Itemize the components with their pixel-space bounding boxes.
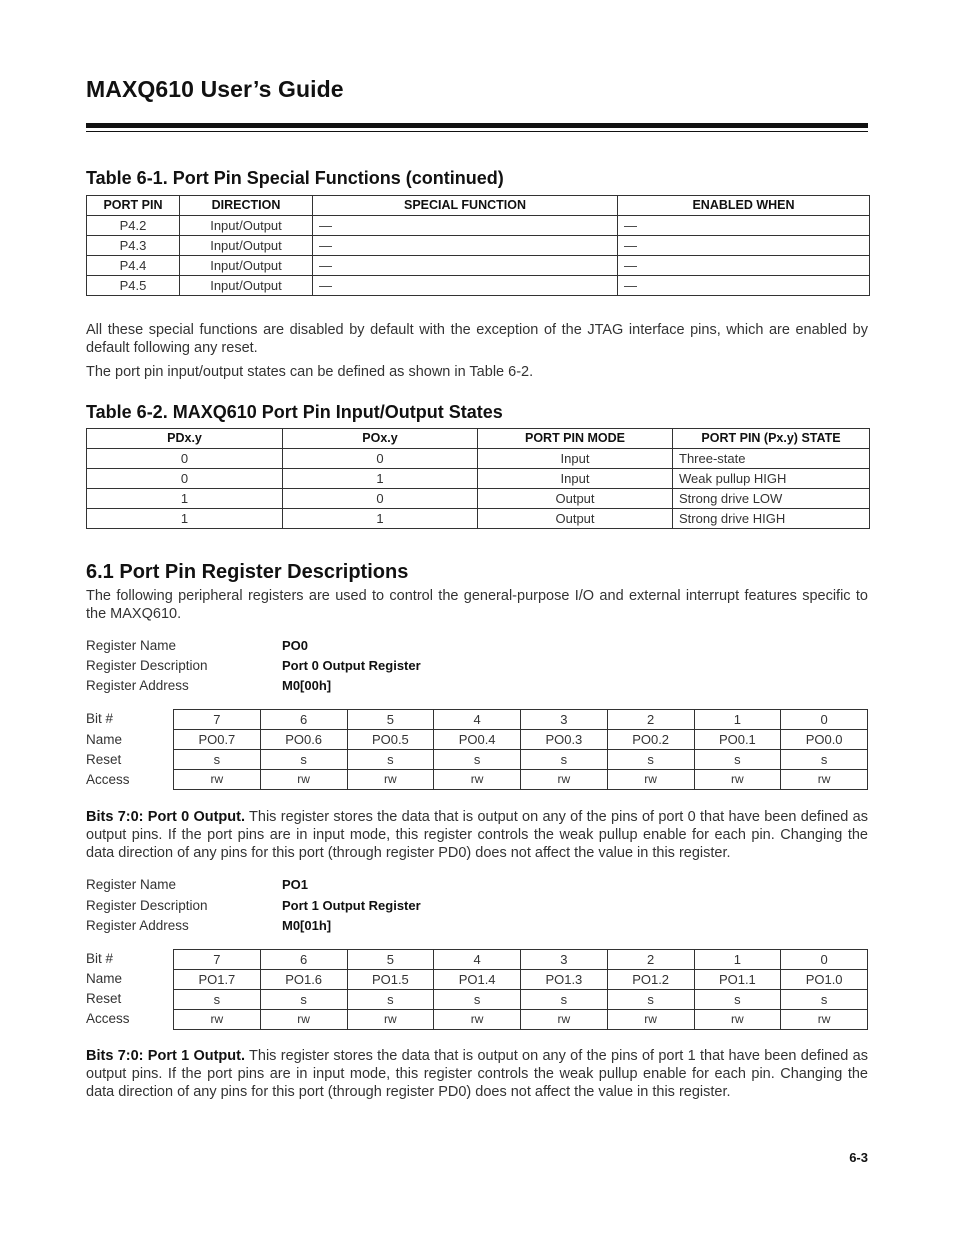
- table1-header-direction: DIRECTION: [180, 196, 313, 216]
- document-title: MAXQ610 User’s Guide: [86, 76, 344, 102]
- reg1-reset-label: Reset: [86, 991, 122, 1006]
- reg0-address-label: Register Address: [86, 678, 189, 693]
- table-row: [87, 276, 870, 296]
- reg0-bits-heading: Bits 7:0: Port 0 Output.: [86, 809, 245, 825]
- table1: [86, 195, 870, 296]
- table-cell: —: [618, 276, 870, 296]
- reg0-access-label: Access: [86, 772, 130, 787]
- table-row: [87, 469, 870, 489]
- bit-reset-cell: s: [781, 750, 868, 770]
- table-cell: P4.4: [87, 256, 180, 276]
- bit-number-cell: 1: [694, 710, 781, 730]
- table-row: [87, 256, 870, 276]
- table-cell: —: [618, 236, 870, 256]
- reg1-description-label: Register Description: [86, 898, 208, 913]
- bit-access-cell: rw: [434, 770, 521, 790]
- bit-number-cell: 0: [781, 950, 868, 970]
- reg0-bit-label: Bit #: [86, 711, 114, 726]
- table-cell: 1: [283, 509, 478, 529]
- reg0-bits-description: [86, 808, 868, 862]
- header-rule-thick: [86, 123, 868, 128]
- bit-name-cell: PO1.5: [347, 970, 434, 990]
- reg0-bits-text: This register stores the data that is output on any of the pins of port 0 that have been defined as output pins. If the port pins are in input mode, this register controls the weak pullup enable for each pin. Changing the data direction of any pins for this port (through register PD0) does not affect the value in this register.: [86, 809, 868, 861]
- reg1-access-row: [174, 1010, 868, 1030]
- table-cell: —: [618, 216, 870, 236]
- reg1-bits-text: This register stores the data that is output on any of the pins of port 1 that have been defined as output pins. If the port pins are in input mode, this register controls the weak pullup enable for each pin. Changing the data direction of any pins for this port (through register PD0) does not affect the value in this register.: [86, 1048, 868, 1100]
- reg1-bit-label: Bit #: [86, 951, 114, 966]
- reg1-address-value: M0[01h]: [282, 918, 332, 933]
- table1-header-port-pin: PORT PIN: [87, 196, 180, 216]
- bit-access-cell: rw: [694, 1010, 781, 1030]
- reg1-bits-description: [86, 1047, 868, 1101]
- reg0-name-row-label: Name: [86, 732, 123, 747]
- bit-number-cell: 3: [521, 950, 608, 970]
- table-cell: Input/Output: [180, 236, 313, 256]
- table-cell: —: [313, 216, 618, 236]
- table-cell: 0: [283, 489, 478, 509]
- bit-number-cell: 6: [260, 950, 347, 970]
- table-row: [87, 489, 870, 509]
- reg0-name-value: PO0: [282, 638, 309, 653]
- page-number: 6-3: [849, 1150, 868, 1165]
- bit-number-cell: 5: [347, 710, 434, 730]
- bit-reset-cell: s: [260, 750, 347, 770]
- table-row: [87, 236, 870, 256]
- reg0-reset-row: [174, 750, 868, 770]
- table2-header-port-pin-mode: PORT PIN MODE: [478, 429, 673, 449]
- table-cell: P4.3: [87, 236, 180, 256]
- reg1-access-label: Access: [86, 1011, 130, 1026]
- reg0-description-label: Register Description: [86, 658, 208, 673]
- table-cell: Input: [478, 449, 673, 469]
- bit-name-cell: PO0.3: [521, 730, 608, 750]
- table1-header-special-function: SPECIAL FUNCTION: [313, 196, 618, 216]
- bit-reset-cell: s: [694, 750, 781, 770]
- bit-number-cell: 7: [174, 710, 261, 730]
- table-cell: 0: [283, 449, 478, 469]
- bit-number-cell: 5: [347, 950, 434, 970]
- bit-access-cell: rw: [781, 770, 868, 790]
- bit-name-cell: PO1.6: [260, 970, 347, 990]
- reg0-reset-label: Reset: [86, 752, 122, 767]
- table-cell: 1: [283, 469, 478, 489]
- bit-reset-cell: s: [434, 990, 521, 1010]
- bit-number-cell: 6: [260, 710, 347, 730]
- bit-reset-cell: s: [521, 990, 608, 1010]
- table2-header-poxy: POx.y: [283, 429, 478, 449]
- bit-access-cell: rw: [260, 770, 347, 790]
- bit-reset-cell: s: [260, 990, 347, 1010]
- section-title: 6.1 Port Pin Register Descriptions: [86, 561, 409, 583]
- table-row: [87, 509, 870, 529]
- table-cell: Output: [478, 509, 673, 529]
- bit-name-cell: PO0.2: [607, 730, 694, 750]
- reg1-bit-name-row: [174, 970, 868, 990]
- bit-reset-cell: s: [174, 990, 261, 1010]
- table2-title: Table 6-2. MAXQ610 Port Pin Input/Output States: [86, 402, 503, 422]
- reg1-name-row-label: Name: [86, 971, 123, 986]
- table1-header-row: [87, 196, 870, 216]
- table-cell: P4.5: [87, 276, 180, 296]
- reg0-bit-table: [173, 709, 868, 790]
- paragraph-special-functions: All these special functions are disabled by default with the exception of the JTAG interface pins, which are enabled by default following any reset.: [86, 322, 868, 356]
- reg1-reset-row: [174, 990, 868, 1010]
- table-cell: Input/Output: [180, 276, 313, 296]
- bit-name-cell: PO0.1: [694, 730, 781, 750]
- reg1-description-value: Port 1 Output Register: [282, 898, 421, 913]
- bit-access-cell: rw: [607, 1010, 694, 1030]
- bit-name-cell: PO1.3: [521, 970, 608, 990]
- table-row: [87, 216, 870, 236]
- bit-name-cell: PO0.6: [260, 730, 347, 750]
- bit-number-cell: 3: [521, 710, 608, 730]
- table-cell: 1: [87, 489, 283, 509]
- table-cell: —: [313, 256, 618, 276]
- table-cell: Output: [478, 489, 673, 509]
- bit-name-cell: PO1.0: [781, 970, 868, 990]
- bit-number-cell: 1: [694, 950, 781, 970]
- bit-name-cell: PO0.0: [781, 730, 868, 750]
- reg1-name-value: PO1: [282, 877, 309, 892]
- bit-access-cell: rw: [260, 1010, 347, 1030]
- bit-reset-cell: s: [521, 750, 608, 770]
- table2-header-port-pin-state: PORT PIN (Px.y) STATE: [673, 429, 870, 449]
- reg0-bit-number-row: [174, 710, 868, 730]
- section-intro: The following peripheral registers are used to control the general-purpose I/O and external interrupt features specific to the MAXQ610.: [86, 588, 868, 622]
- table1-title: Table 6-1. Port Pin Special Functions (continued): [86, 168, 504, 188]
- header-rule-thin: [86, 131, 868, 132]
- table-cell: Input: [478, 469, 673, 489]
- bit-reset-cell: s: [607, 750, 694, 770]
- bit-access-cell: rw: [781, 1010, 868, 1030]
- bit-name-cell: PO0.4: [434, 730, 521, 750]
- reg1-bit-number-row: [174, 950, 868, 970]
- reg0-name-label: Register Name: [86, 638, 177, 653]
- reg1-name-label: Register Name: [86, 877, 177, 892]
- table-cell: —: [618, 256, 870, 276]
- table-cell: Strong drive HIGH: [673, 509, 870, 529]
- table-row: [87, 449, 870, 469]
- table-cell: Weak pullup HIGH: [673, 469, 870, 489]
- bit-number-cell: 2: [607, 710, 694, 730]
- table1-header-enabled-when: ENABLED WHEN: [618, 196, 870, 216]
- bit-access-cell: rw: [521, 1010, 608, 1030]
- reg0-access-row: [174, 770, 868, 790]
- bit-name-cell: PO1.7: [174, 970, 261, 990]
- bit-access-cell: rw: [434, 1010, 521, 1030]
- reg1-bits-heading: Bits 7:0: Port 1 Output.: [86, 1048, 245, 1064]
- bit-reset-cell: s: [434, 750, 521, 770]
- table-cell: —: [313, 236, 618, 256]
- table-cell: 1: [87, 509, 283, 529]
- reg0-address-value: M0[00h]: [282, 678, 332, 693]
- bit-reset-cell: s: [347, 990, 434, 1010]
- bit-access-cell: rw: [347, 770, 434, 790]
- table-cell: 0: [87, 469, 283, 489]
- table-cell: Strong drive LOW: [673, 489, 870, 509]
- bit-reset-cell: s: [347, 750, 434, 770]
- table-cell: P4.2: [87, 216, 180, 236]
- bit-number-cell: 4: [434, 950, 521, 970]
- bit-reset-cell: s: [607, 990, 694, 1010]
- reg1-address-label: Register Address: [86, 918, 189, 933]
- bit-name-cell: PO0.7: [174, 730, 261, 750]
- bit-reset-cell: s: [781, 990, 868, 1010]
- bit-access-cell: rw: [694, 770, 781, 790]
- bit-access-cell: rw: [521, 770, 608, 790]
- table-cell: 0: [87, 449, 283, 469]
- bit-number-cell: 0: [781, 710, 868, 730]
- table-cell: Three-state: [673, 449, 870, 469]
- bit-reset-cell: s: [174, 750, 261, 770]
- bit-number-cell: 2: [607, 950, 694, 970]
- paragraph-io-states: The port pin input/output states can be defined as shown in Table 6-2.: [86, 364, 534, 380]
- bit-access-cell: rw: [347, 1010, 434, 1030]
- bit-access-cell: rw: [174, 1010, 261, 1030]
- reg1-bit-table: [173, 949, 868, 1030]
- bit-access-cell: rw: [607, 770, 694, 790]
- reg0-description-value: Port 0 Output Register: [282, 658, 421, 673]
- bit-name-cell: PO1.2: [607, 970, 694, 990]
- table2: [86, 428, 870, 529]
- bit-reset-cell: s: [694, 990, 781, 1010]
- bit-name-cell: PO0.5: [347, 730, 434, 750]
- table-cell: Input/Output: [180, 256, 313, 276]
- bit-name-cell: PO1.1: [694, 970, 781, 990]
- bit-number-cell: 4: [434, 710, 521, 730]
- table-cell: —: [313, 276, 618, 296]
- table2-header-pdxy: PDx.y: [87, 429, 283, 449]
- table2-header-row: [87, 429, 870, 449]
- bit-access-cell: rw: [174, 770, 261, 790]
- bit-number-cell: 7: [174, 950, 261, 970]
- bit-name-cell: PO1.4: [434, 970, 521, 990]
- reg0-bit-name-row: [174, 730, 868, 750]
- table-cell: Input/Output: [180, 216, 313, 236]
